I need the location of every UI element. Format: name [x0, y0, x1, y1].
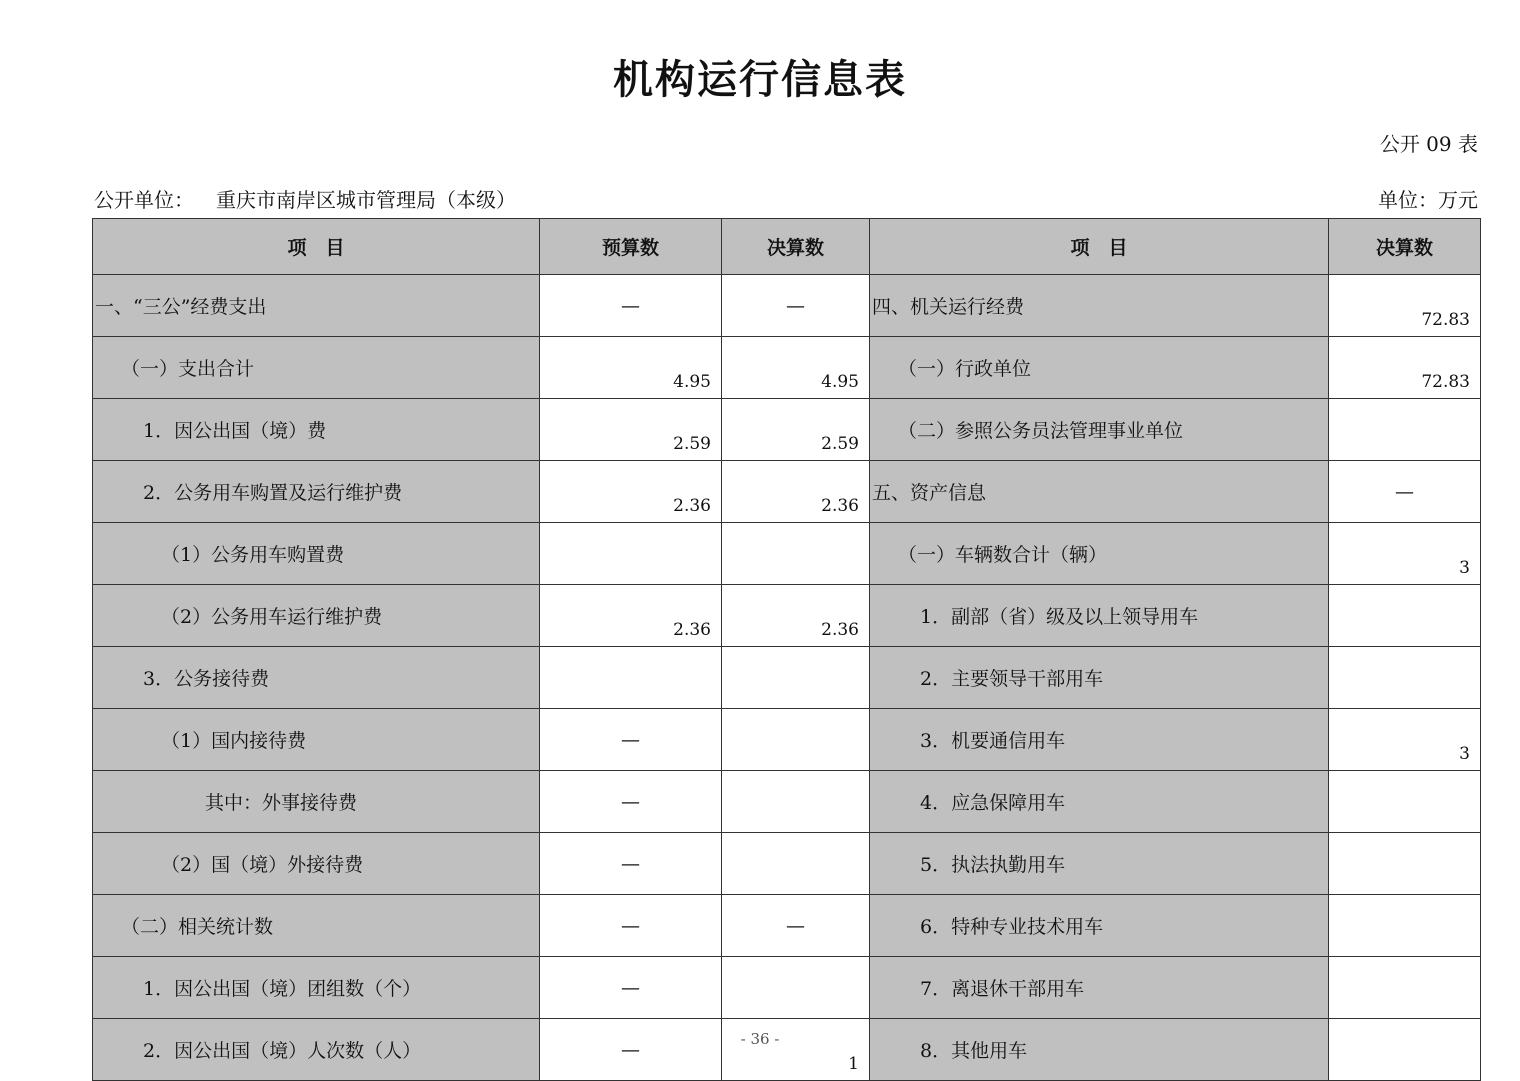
table-row [93, 1019, 1481, 1081]
right-final-value: 3 [1329, 709, 1481, 771]
publishing-unit [94, 184, 538, 213]
table-row [93, 709, 1481, 771]
header-final: 决算数 [722, 219, 870, 275]
left-item: 2．因公出国（境）人次数（人） [93, 1019, 540, 1081]
right-item: 四、机关运行经费 [870, 275, 1329, 337]
left-item: （一）支出合计 [93, 337, 540, 399]
table-row [93, 833, 1481, 895]
left-item: 2．公务用车购置及运行维护费 [93, 461, 540, 523]
right-item: （二）参照公务员法管理事业单位 [870, 399, 1329, 461]
info-table [92, 218, 1481, 1081]
form-number: 公开 09 表 [1379, 132, 1478, 156]
budget-value: — [540, 957, 722, 1019]
budget-value: — [540, 1019, 722, 1081]
final-value: 4.95 [722, 337, 870, 399]
final-value: 2.36 [722, 461, 870, 523]
unit-name: 重庆市南岸区城市管理局（本级） [216, 188, 516, 212]
budget-value: — [540, 709, 722, 771]
right-final-value [1329, 895, 1481, 957]
header-row [93, 219, 1481, 275]
table-row [93, 461, 1481, 523]
budget-value [540, 647, 722, 709]
right-item: （一）车辆数合计（辆） [870, 523, 1329, 585]
right-item: 7．离退休干部用车 [870, 957, 1329, 1019]
left-item: （2）国（境）外接待费 [93, 833, 540, 895]
budget-value: — [540, 275, 722, 337]
table-row [93, 647, 1481, 709]
unit-row [94, 184, 1478, 213]
table-row [93, 523, 1481, 585]
right-item: 6．特种专业技术用车 [870, 895, 1329, 957]
right-final-value [1329, 833, 1481, 895]
table-row [93, 399, 1481, 461]
left-item: 1．因公出国（境）费 [93, 399, 540, 461]
right-final-value: 72.83 [1329, 275, 1481, 337]
final-value: 1 [722, 1019, 870, 1081]
right-item: （一）行政单位 [870, 337, 1329, 399]
left-item: 3．公务接待费 [93, 647, 540, 709]
left-item: 一、“三公”经费支出 [93, 275, 540, 337]
right-final-value [1329, 399, 1481, 461]
budget-value: 2.36 [540, 585, 722, 647]
right-item: 2．主要领导干部用车 [870, 647, 1329, 709]
right-final-value [1329, 647, 1481, 709]
table-row [93, 895, 1481, 957]
right-final-value: 3 [1329, 523, 1481, 585]
final-value [722, 523, 870, 585]
right-item: 1．副部（省）级及以上领导用车 [870, 585, 1329, 647]
right-final-value [1329, 771, 1481, 833]
page-title: 机构运行信息表 [613, 57, 907, 103]
budget-value: 4.95 [540, 337, 722, 399]
final-value [722, 647, 870, 709]
final-value [722, 957, 870, 1019]
left-item: （二）相关统计数 [93, 895, 540, 957]
right-item: 五、资产信息 [870, 461, 1329, 523]
header-left-item: 项 目 [93, 219, 540, 275]
table-row [93, 771, 1481, 833]
right-item: 3．机要通信用车 [870, 709, 1329, 771]
header-right-item: 项 目 [870, 219, 1329, 275]
budget-value: — [540, 833, 722, 895]
right-final-value: 72.83 [1329, 337, 1481, 399]
right-item: 4．应急保障用车 [870, 771, 1329, 833]
header-budget: 预算数 [540, 219, 722, 275]
budget-value: — [540, 895, 722, 957]
final-value: — [722, 275, 870, 337]
final-value [722, 709, 870, 771]
final-value [722, 771, 870, 833]
table-row [93, 275, 1481, 337]
right-item: 5．执法执勤用车 [870, 833, 1329, 895]
final-value [722, 833, 870, 895]
table-row [93, 585, 1481, 647]
header-right-final: 决算数 [1329, 219, 1481, 275]
budget-value: 2.36 [540, 461, 722, 523]
table-row [93, 957, 1481, 1019]
right-item: 8．其他用车 [870, 1019, 1329, 1081]
left-item: （2）公务用车运行维护费 [93, 585, 540, 647]
left-item: 其中：外事接待费 [93, 771, 540, 833]
right-final-value [1329, 957, 1481, 1019]
page-number: - 36 - [740, 1030, 780, 1048]
final-value: 2.59 [722, 399, 870, 461]
budget-value: 2.59 [540, 399, 722, 461]
left-item: （1）公务用车购置费 [93, 523, 540, 585]
final-value: 2.36 [722, 585, 870, 647]
right-final-value: — [1329, 461, 1481, 523]
table-row [93, 337, 1481, 399]
final-value: — [722, 895, 870, 957]
budget-value [540, 523, 722, 585]
unit-label: 公开单位： [94, 188, 194, 212]
left-item: （1）国内接待费 [93, 709, 540, 771]
left-item: 1．因公出国（境）团组数（个） [93, 957, 540, 1019]
currency-unit: 单位：万元 [1378, 188, 1478, 212]
right-final-value [1329, 585, 1481, 647]
budget-value: — [540, 771, 722, 833]
right-final-value [1329, 1019, 1481, 1081]
